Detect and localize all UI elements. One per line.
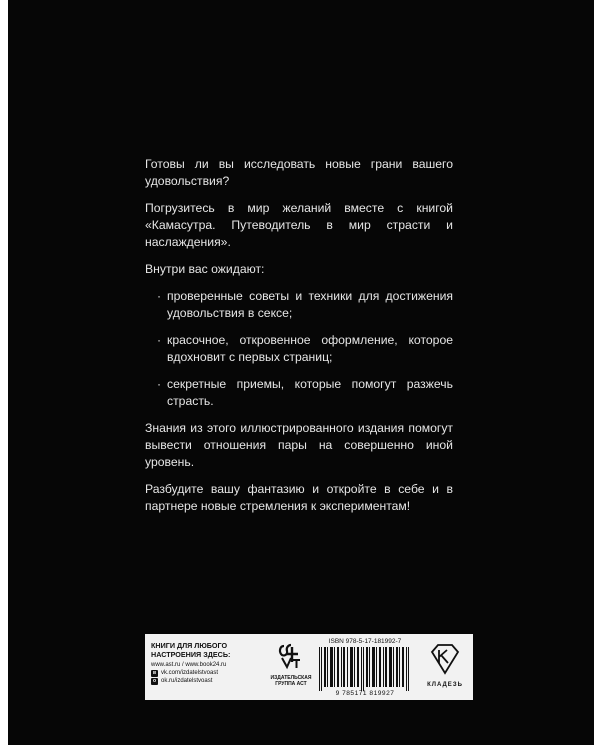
ast-caption-line1: ИЗДАТЕЛЬСКАЯ	[270, 675, 312, 681]
kladez-logo	[421, 642, 469, 688]
imprint-panel	[145, 634, 473, 700]
feature-list	[145, 288, 453, 410]
vk-link: в vk.com/izdatelstvoast	[152, 669, 219, 676]
blurb-paragraph-3: Внутри вас ожидают:	[145, 262, 265, 276]
blurb-paragraph-2: Погрузитесь в мир желаний вместе с книгой «Камасутра. Путеводитель в мир страсти и наслаждения».	[145, 201, 453, 249]
isbn-label: ISBN 978-5-17-181992-7	[328, 638, 402, 645]
barcode	[317, 647, 413, 691]
publisher-sites: www.ast.ru / www.book24.ru	[151, 662, 227, 668]
blurb-paragraph-5: Разбудите вашу фантазию и откройте в себе и в партнере новые стремления к экспериментам!	[145, 482, 453, 513]
publisher-info	[151, 641, 261, 685]
blurb-paragraph-4: Знания из этого иллюстрированного издания помогут вывести отношения пары на совершенно иной уровень.	[145, 421, 453, 469]
diamond-icon	[428, 642, 462, 676]
publisher-heading-line2: НАСТРОЕНИЯ ЗДЕСЬ:	[151, 650, 231, 659]
back-cover	[8, 0, 594, 745]
vk-icon: в	[152, 669, 157, 676]
ok-icon: о	[152, 677, 157, 684]
list-item: · секретные приемы, которые помогут разжечь страсть.	[157, 377, 453, 408]
list-item: · проверенные советы и техники для достижения удовольствия в сексе;	[157, 289, 453, 320]
blurb-paragraph-1: Готовы ли вы исследовать новые грани вашего удовольствия?	[145, 157, 453, 188]
ast-caption-line2: ГРУППА АСТ	[275, 681, 307, 687]
blurb-text	[145, 156, 453, 525]
ast-logo-icon	[278, 642, 304, 670]
ast-logo	[263, 642, 319, 687]
publisher-heading-line1: КНИГИ ДЛЯ ЛЮБОГО	[151, 641, 228, 650]
list-item: · красочное, откровенное оформление, которое вдохновит с первых страниц;	[157, 333, 453, 364]
ok-link: о ok.ru/izdatelstvoast	[152, 677, 213, 684]
imprint-name: КЛАДЕЗЬ	[427, 682, 463, 688]
barcode-number: 9 785171 819927	[335, 690, 395, 697]
